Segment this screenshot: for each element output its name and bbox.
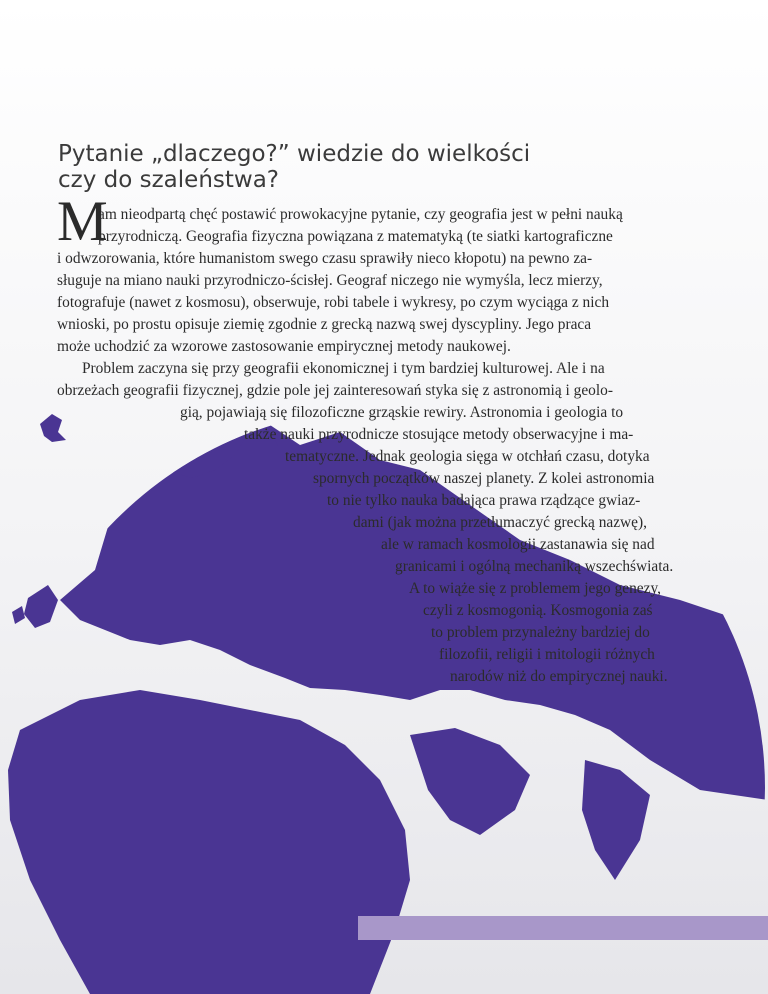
body-line: i odwzorowania, które humanistom swego czasu sprawiły nieco kłopotu) na pewno za-: [57, 250, 593, 267]
body-line: am nieodpartą chęć postawić prowokacyjne pytanie, czy geografia jest w pełni nauką: [98, 206, 623, 223]
drop-cap: M: [57, 190, 108, 253]
body-line: gią, pojawiają się filozoficzne grząskie rewiry. Astronomia i geologia to: [180, 404, 624, 421]
body-line: A to wiąże się z problemem jego genezy,: [409, 580, 661, 597]
body-line: dami (jak można przetłumaczyć grecką nazwę),: [353, 514, 647, 531]
body-line: granicami i ogólną mechaniką wszechświata.: [395, 558, 674, 575]
body-line: to nie tylko nauka badająca prawa rządzące gwiaz-: [327, 492, 641, 509]
body-line: tematyczne. Jednak geologia sięga w otchłań czasu, dotyka: [285, 448, 650, 465]
body-line: sługuje na miano nauki przyrodniczo-ścisłej. Geograf niczego nie wymyśla, lecz mierzy,: [57, 272, 603, 289]
body-line: wnioski, po prostu opisuje ziemię zgodnie z grecką nazwą swej dyscypliny. Jego praca: [57, 316, 592, 333]
body-line: fotografuje (nawet z kosmosu), obserwuje, robi tabele i wykresy, po czym wyciąga z nich: [57, 294, 610, 311]
article-title: [58, 141, 678, 193]
body-line: Problem zaczyna się przy geografii ekonomicznej i tym bardziej kulturowej. Ale i na: [82, 360, 605, 377]
body-line: narodów niż do empirycznej nauki.: [450, 668, 668, 685]
body-line: może uchodzić za wzorowe zastosowanie empirycznej metody naukowej.: [57, 338, 511, 355]
body-line: czyli z kosmogonią. Kosmogonia zaś: [423, 602, 653, 619]
article-title-line-2: czy do szaleństwa?: [58, 167, 280, 193]
body-line: filozofii, religii i mitologii różnych: [439, 646, 655, 663]
body-line: obrzeżach geografii fizycznej, gdzie pole jej zainteresowań styka się z astronomią i geolo-: [57, 382, 613, 399]
body-line: spornych początków naszej planety. Z kolei astronomia: [313, 470, 655, 487]
body-line: także nauki przyrodnicze stosujące metody obserwacyjne i ma-: [244, 426, 634, 443]
body-line: przyrodniczą. Geografia fizyczna powiązana z matematyką (te siatki kartograficzne: [98, 228, 613, 245]
article-title-line-1: Pytanie „dlaczego?” wiedzie do wielkości: [58, 141, 531, 167]
body-line: to problem przynależny bardziej do: [431, 624, 650, 641]
body-line: ale w ramach kosmologii zastanawia się nad: [381, 536, 655, 553]
accent-bar: [358, 916, 768, 940]
